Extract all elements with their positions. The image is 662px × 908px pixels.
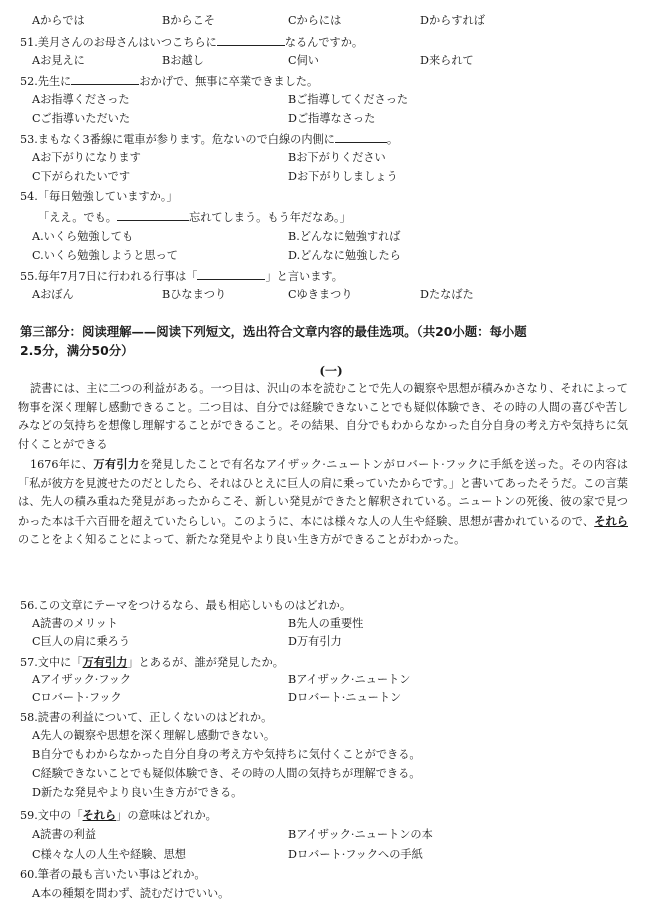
q51-option-b: Bお越し bbox=[162, 54, 204, 67]
q50-option-c: Cからには bbox=[288, 14, 342, 27]
q51-option-a: Aお見えに bbox=[32, 54, 85, 67]
q56-stem: 56.この文章にテーマをつけるなら、最も相応しいものはどれか。 bbox=[20, 599, 352, 612]
q53-options-row-2 bbox=[32, 168, 632, 186]
q55-option-a: Aおぼん bbox=[32, 288, 74, 301]
q53-stem bbox=[20, 130, 398, 148]
q51-stem-after: なるんですか。 bbox=[284, 36, 364, 49]
q57-option-b: Bアイザック·ニュートン bbox=[288, 673, 411, 686]
passage-p2-b: を発見したことで有名なアイザック·ニュートンがロバート·フックに手紙を送った。その内容は「私が彼方を見渡せたのだとしたら、それはひとえに巨人の肩に乗っていたからです。」と書いてあったそうだ。この言葉は、先人の積み重ねた発見があったからこそ、新しい発見ができたと解釈されている。ニュートンの死後、彼の家で見つかった本は千六百冊を超えていたらしい。このように、本には様々な人の人生や経験、思想が書かれているので、 bbox=[18, 458, 628, 528]
q53-option-d: Dお下がりしましょう bbox=[288, 170, 398, 183]
q54-options-row-2 bbox=[32, 247, 632, 265]
q55-stem-before: 55.毎年7月7日に行われる行事は「 bbox=[20, 270, 198, 283]
q60-option-a: A本の種類を問わず、読むだけでいい。 bbox=[32, 887, 230, 900]
passage-keyword-underlined: それら bbox=[594, 513, 628, 528]
q52-option-b: Bご指導してくださった bbox=[288, 93, 409, 106]
passage-keyword-bold: 万有引力 bbox=[93, 457, 140, 471]
q58-option-b: B自分でもわからなかった自分自身の考え方や気持ちに気付くことができる。 bbox=[32, 748, 421, 761]
q57-option-d: Dロバート·ニュートン bbox=[288, 691, 402, 704]
q58-option-a: A先人の観察や思想を深く理解し感動できない。 bbox=[32, 729, 276, 742]
q54-option-b: B.どんなに勉強すれば bbox=[288, 230, 401, 243]
q54-stem: 54.「毎日勉強していますか。」 bbox=[20, 190, 178, 203]
q59-stem-before: 59.文中の「 bbox=[20, 809, 83, 822]
q58-stem: 58.読書の利益について、正しくないのはどれか。 bbox=[20, 711, 273, 724]
q51-options-row bbox=[32, 52, 632, 70]
q59-option-c: C様々な人の人生や経験、思想 bbox=[32, 848, 186, 861]
q57-stem bbox=[20, 653, 284, 671]
q53-option-c: C下がられたいです bbox=[32, 170, 131, 183]
q59-options-row-2 bbox=[32, 846, 632, 864]
q52-stem-before: 52.先生に bbox=[20, 75, 72, 88]
q59-option-b: Bアイザック·ニュートンの本 bbox=[288, 828, 433, 841]
q51-stem bbox=[20, 33, 363, 51]
q56-option-d: D万有引力 bbox=[288, 635, 342, 648]
passage-p2-a: 1676年に、 bbox=[30, 458, 94, 471]
q60-stem: 60.筆者の最も言いたい事はどれか。 bbox=[20, 868, 206, 881]
q51-stem-before: 51.美月さんのお母さんはいつこちらに bbox=[20, 36, 217, 49]
q55-stem bbox=[20, 267, 343, 285]
q54-line2-before: 「ええ。でも。 bbox=[38, 211, 117, 224]
q56-option-a: A読書のメリット bbox=[32, 617, 118, 630]
q57-options-row-2 bbox=[32, 689, 632, 707]
q53-option-b: Bお下がりください bbox=[288, 151, 386, 164]
q54-option-c: C.いくら勉強しようと思って bbox=[32, 249, 178, 262]
q59-option-d: Dロバート·フックへの手紙 bbox=[288, 848, 423, 861]
q57-stem-after: 」とあるが、誰が発見したか。 bbox=[127, 656, 284, 669]
q50-option-b: Bからこそ bbox=[162, 14, 215, 27]
q57-option-c: Cロバート·フック bbox=[32, 691, 122, 704]
q52-option-a: Aお指導くださった bbox=[32, 93, 130, 106]
q58-option-d: D新たな発見やより良い生き方ができる。 bbox=[32, 786, 243, 799]
q53-stem-end: 。 bbox=[386, 133, 399, 146]
q50-option-d: Dからすれば bbox=[420, 14, 485, 27]
q52-option-d: Dご指導なさった bbox=[288, 112, 376, 125]
q52-blank bbox=[71, 72, 139, 85]
q54-stem-line2 bbox=[38, 208, 351, 226]
q56-options-row-2 bbox=[32, 633, 632, 651]
q57-stem-keyword: 万有引力 bbox=[82, 655, 128, 669]
passage-p1-text: 読書には、主に二つの利益がある。一つ目は、沢山の本を読むことで先人の観察や思想が積みかさなり、それによって物事を深く理解し感動できること。二つ目は、自分では経験できないことでも疑似体験でき、その時の人間の喜びや苦しみなどの気持ちを想像し理解することができること。その結果、自分でもわからなかった自分自身の考え方や気持ちに気付くことができる bbox=[18, 382, 628, 451]
q50-options-row bbox=[32, 12, 632, 30]
q52-options-row-2 bbox=[32, 110, 632, 128]
q53-blank bbox=[335, 130, 387, 143]
q59-options-row-1 bbox=[32, 826, 632, 844]
q59-stem bbox=[20, 806, 217, 824]
q55-blank bbox=[197, 267, 265, 280]
q54-option-a: A.いくら勉強しても bbox=[32, 230, 134, 243]
q55-stem-after: 」と言います。 bbox=[265, 270, 343, 283]
passage-number: (一) bbox=[319, 364, 343, 378]
q55-option-c: Cゆきまつり bbox=[288, 288, 353, 301]
q53-options-row-1 bbox=[32, 149, 632, 167]
q57-options-row-1 bbox=[32, 671, 632, 689]
q56-option-c: C巨人の肩に乗ろう bbox=[32, 635, 131, 648]
q51-option-d: D来られて bbox=[420, 54, 474, 67]
q53-option-a: Aお下がりになります bbox=[32, 151, 141, 164]
q59-stem-after: 」の意味はどれか。 bbox=[116, 809, 217, 822]
q51-option-c: C伺い bbox=[288, 54, 319, 67]
section3-heading-line1: 第三部分：阅读理解——阅读下列短文，选出符合文章内容的最佳选项。（共20小题：每小题 bbox=[20, 324, 527, 339]
q52-options-row-1 bbox=[32, 91, 632, 109]
q56-option-b: B先人の重要性 bbox=[288, 617, 364, 630]
q52-stem bbox=[20, 72, 318, 90]
q55-options-row bbox=[32, 286, 632, 304]
q52-stem-after: おかげで、無事に卒業できました。 bbox=[139, 75, 319, 88]
q51-blank bbox=[217, 33, 285, 46]
q59-stem-keyword: それら bbox=[82, 808, 117, 822]
q52-option-c: Cご指導いただいた bbox=[32, 112, 131, 125]
q54-blank bbox=[117, 208, 189, 221]
q50-option-a: Aからでは bbox=[32, 14, 85, 27]
q57-option-a: Aアイザック·フック bbox=[32, 673, 132, 686]
q59-option-a: A読書の利益 bbox=[32, 828, 97, 841]
passage-paragraph-1 bbox=[18, 380, 628, 454]
q55-option-b: Bひなまつり bbox=[162, 288, 227, 301]
q55-option-d: Dたなばた bbox=[420, 288, 474, 301]
q54-option-d: D.どんなに勉強したら bbox=[288, 249, 401, 262]
section3-heading-line2: 2.5分，满分50分） bbox=[20, 343, 134, 358]
q56-options-row-1 bbox=[32, 615, 632, 633]
q54-line2-after: 忘れてしまう。もう年だなあ。」 bbox=[189, 211, 351, 224]
q54-options-row-1 bbox=[32, 228, 632, 246]
passage-paragraph-2 bbox=[18, 455, 628, 550]
passage-p2-c: のことをよく知ることによって、新たな発見やより良い生き方ができることがわかった。 bbox=[18, 533, 466, 546]
q53-stem-text: 53.まもなく3番線に電車が参ります。危ないので白線の内側に bbox=[20, 133, 335, 146]
q58-option-c: C経験できないことでも疑似体験でき、その時の人間の気持ちが理解できる。 bbox=[32, 767, 421, 780]
q57-stem-before: 57.文中に「 bbox=[20, 656, 83, 669]
